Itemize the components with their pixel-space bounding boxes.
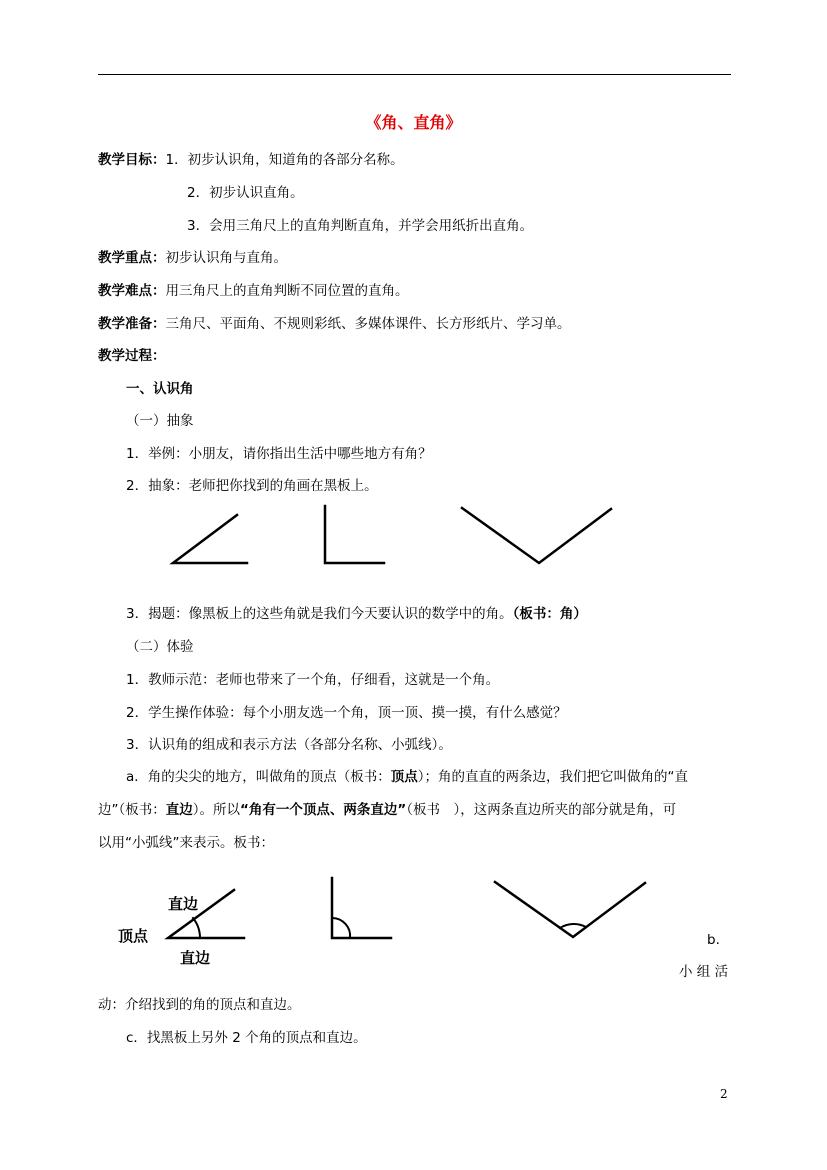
edge-label-bottom: 直边 [180, 949, 211, 967]
goals-item-3: 3．会用三角尺上的直角判断直角，并学会用纸折出直角。 [187, 218, 534, 234]
acute-angle-arc [193, 918, 200, 938]
a-line-1-bold: 顶点 [390, 769, 418, 785]
paragraph-demo: 1．教师示范：老师也带来了一个角，仔细看，这就是一个角。 [126, 672, 500, 688]
page-title: 《角、直角》 [365, 113, 462, 132]
labeled-obtuse-angle [495, 882, 645, 937]
blackboard-angles [173, 506, 611, 563]
difficulty-text: 用三角尺上的直角判断不同位置的直角。 [165, 283, 409, 299]
a-line-1-text: a．角的尖尖的地方，叫做角的顶点（板书： [126, 769, 391, 785]
prep-text: 三角尺、平面角、不规则彩纸、多媒体课件、长方形纸片、学习单。 [165, 316, 571, 332]
a-line-2-text: 边”（板书： [98, 802, 166, 818]
labeled-angles [168, 878, 645, 938]
process-label: 教学过程： [98, 348, 166, 364]
paragraph-abstract: 2．抽象：老师把你找到的角画在黑板上。 [126, 478, 378, 494]
subsection-experience: （二）体验 [126, 639, 194, 655]
paragraph-a-line-1 [126, 767, 688, 787]
right-angle-arc [332, 918, 350, 938]
edge-label-top: 直边 [168, 895, 199, 913]
reveal-text: 3．揭题：像黑板上的这些角就是我们今天要认识的数学中的角。 [126, 606, 513, 622]
vertex-label: 顶点 [118, 927, 149, 945]
reveal-board: （板书：角） [512, 606, 587, 622]
paragraph-b-line-2: 动：介绍找到的角的顶点和直边。 [98, 997, 301, 1013]
subsection-abstract: （一）抽象 [126, 413, 194, 429]
section1-heading: 一、认识角 [126, 381, 194, 397]
obtuse-angle-arc [560, 924, 586, 928]
page-number: 2 [720, 1087, 728, 1101]
a-line-2-rest: （板书 ），这两条直边所夹的部分就是角，可 [406, 802, 677, 818]
paragraph-b-label: b. [707, 932, 720, 948]
a-line-1-rest: ）；角的直直的两条边，我们把它叫做角的“直 [417, 769, 689, 785]
a-line-2-bold-quote: “角有一个顶点、两条直边” [240, 802, 407, 818]
paragraph-reveal [126, 604, 587, 624]
obtuse-angle-figure [462, 508, 611, 563]
key-point-text: 初步认识角与直角。 [165, 250, 287, 266]
paragraph-example: 1．举例：小朋友，请你指出生活中哪些地方有角？ [126, 446, 432, 462]
key-point-label: 教学重点： [98, 250, 166, 266]
right-angle-figure [325, 506, 384, 563]
prep-label: 教学准备： [98, 316, 166, 332]
a-line-2-mid: ）。所以 [192, 802, 240, 818]
paragraph-b-line-1: 小 组 活 [679, 964, 729, 980]
paragraph-practice: 2．学生操作体验：每个小朋友选一个角，顶一顶、摸一摸，有什么感觉？ [126, 705, 567, 721]
goals-item-1: 1．初步认识角，知道角的各部分名称。 [165, 152, 404, 168]
acute-angle-figure [173, 515, 247, 563]
goals-label: 教学目标： [98, 152, 166, 168]
paragraph-c: c．找黑板上另外 2 个角的顶点和直边。 [126, 1030, 367, 1046]
paragraph-a-line-3: 以用“小弧线”来表示。板书： [98, 835, 274, 851]
labeled-right-angle [332, 878, 391, 938]
difficulty-label: 教学难点： [98, 283, 166, 299]
paragraph-a-line-2 [98, 800, 676, 820]
paragraph-parts: 3．认识角的组成和表示方法（各部分名称、小弧线）。 [126, 737, 452, 753]
goals-item-2: 2．初步认识直角。 [187, 185, 304, 201]
a-line-2-bold: 直边 [165, 802, 193, 818]
